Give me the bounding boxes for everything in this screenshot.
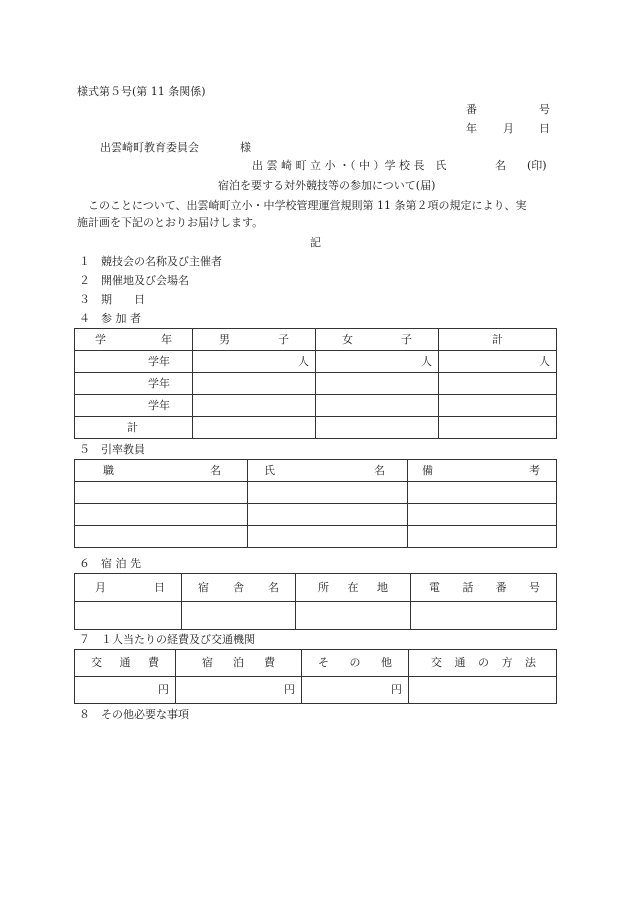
principal-line: 出 雲 崎 町 立 小 ・（ 中 ）学 校 長 氏	[252, 159, 447, 172]
lodging-name-cell	[182, 602, 296, 630]
header-phone: 電 話 番 号	[411, 574, 557, 602]
header-lodging-name: 宿 舎 名	[182, 574, 296, 602]
name-cell	[248, 526, 408, 548]
table-row	[75, 482, 557, 504]
grade-label: 学年	[75, 351, 193, 373]
table-row	[75, 504, 557, 526]
number-label-ban: 番	[466, 103, 477, 116]
section-4-heading: ４ 参 加 者	[79, 312, 141, 325]
remarks-cell	[408, 482, 557, 504]
name-cell	[248, 482, 408, 504]
header-grade: 学 年	[75, 329, 193, 351]
number-label-go: 号	[539, 103, 550, 116]
total-cell	[439, 417, 557, 439]
header-address: 所 在 地	[296, 574, 411, 602]
position-cell	[75, 504, 248, 526]
body-line-1: このことについて、出雲崎町立小・中学校管理運営規則第 11 条第２項の規定により、実	[88, 199, 527, 212]
header-transport-method: 交 通 の 方 法	[409, 650, 557, 677]
table-row	[75, 602, 557, 630]
section-5-heading: ５ 引率教員	[79, 443, 145, 456]
grade-label: 学年	[75, 395, 193, 417]
section-6-heading: ６ 宿 泊 先	[79, 557, 141, 570]
table-row	[75, 526, 557, 548]
ki-marker: 記	[310, 236, 321, 249]
total-cell	[439, 373, 557, 395]
addressee: 出雲崎町教育委員会	[100, 141, 199, 154]
table-row	[75, 417, 557, 439]
girls-cell	[316, 417, 439, 439]
other-cost-unit: 円	[302, 677, 409, 704]
section-7-heading: ７ １人当たりの経費及び交通機関	[79, 633, 255, 646]
total-label-cell: 計	[75, 417, 193, 439]
header-position: 職 名	[75, 460, 248, 482]
transport-cost-unit: 円	[75, 677, 176, 704]
header-lodging-cost: 宿 泊 費	[176, 650, 302, 677]
table-row	[75, 373, 557, 395]
form-number: 様式第５号(第 11 条関係)	[77, 85, 206, 98]
header-total: 計	[439, 329, 557, 351]
boys-cell	[193, 417, 316, 439]
teachers-table	[74, 459, 557, 548]
table-row	[75, 677, 557, 704]
transport-method-cell	[409, 677, 557, 704]
total-unit: 人	[439, 351, 557, 373]
table-header-row	[75, 650, 557, 677]
phone-cell	[411, 602, 557, 630]
boys-unit: 人	[193, 351, 316, 373]
total-cell	[439, 395, 557, 417]
table-header-row	[75, 460, 557, 482]
name-cell	[248, 504, 408, 526]
seal-mark: (印)	[527, 159, 547, 172]
girls-cell	[316, 395, 439, 417]
header-remarks: 備 考	[408, 460, 557, 482]
position-cell	[75, 482, 248, 504]
body-line-2: 施計画を下記のとおりお届けします。	[77, 216, 264, 229]
table-header-row	[75, 574, 557, 602]
section-3-heading: ３ 期 日	[79, 293, 145, 306]
section-8-heading: ８ その他必要な事項	[79, 708, 189, 721]
lodging-table	[74, 573, 557, 630]
boys-cell	[193, 395, 316, 417]
lodging-cost-unit: 円	[176, 677, 302, 704]
expenses-table	[74, 649, 557, 704]
table-row	[75, 395, 557, 417]
header-name: 氏 名	[248, 460, 408, 482]
header-girls: 女 子	[316, 329, 439, 351]
header-transport-cost: 交 通 費	[75, 650, 176, 677]
header-boys: 男 子	[193, 329, 316, 351]
boys-cell	[193, 373, 316, 395]
grade-label: 学年	[75, 373, 193, 395]
header-other: そ の 他	[302, 650, 409, 677]
date-cell	[75, 602, 182, 630]
remarks-cell	[408, 526, 557, 548]
table-row	[75, 351, 557, 373]
girls-cell	[316, 373, 439, 395]
position-cell	[75, 526, 248, 548]
remarks-cell	[408, 504, 557, 526]
honorific: 様	[240, 141, 251, 154]
address-cell	[296, 602, 411, 630]
girls-unit: 人	[316, 351, 439, 373]
name-label: 名	[495, 159, 506, 172]
section-1-heading: １ 競技会の名称及び主催者	[79, 255, 222, 268]
header-date: 月 日	[75, 574, 182, 602]
date-month-label: 月	[503, 122, 514, 135]
table-header-row	[75, 329, 557, 351]
participants-table	[74, 328, 557, 439]
document-title: 宿泊を要する対外競技等の参加について(届)	[218, 179, 436, 192]
date-day-label: 日	[539, 122, 550, 135]
date-year-label: 年	[466, 122, 477, 135]
section-2-heading: ２ 開催地及び会場名	[79, 274, 189, 287]
